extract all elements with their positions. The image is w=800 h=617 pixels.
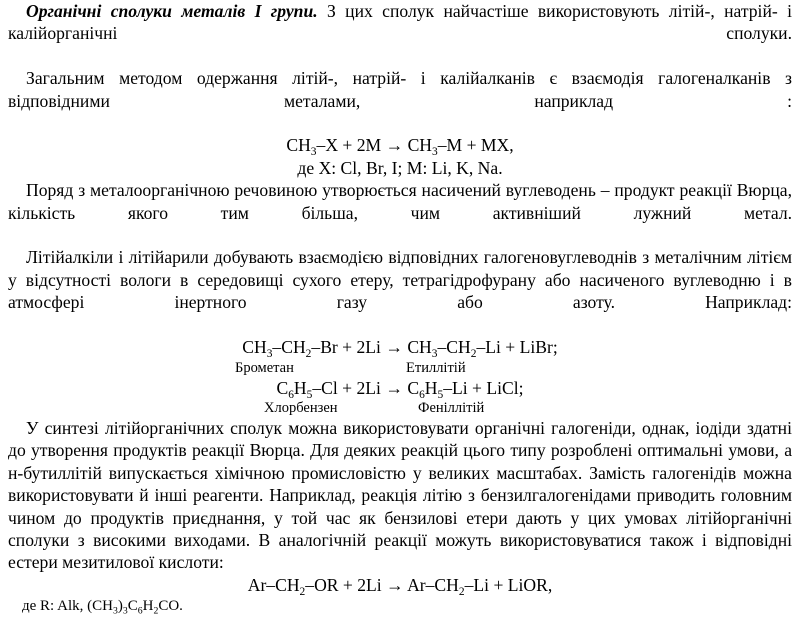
equation-2: $CH_3-CH_2-Br + 2Li \to CH_3-CH_2-Li$ + LiBr;: [242, 337, 558, 361]
paragraph-intro-text: З цих сполук найчастіше використовують літій-, натрій- і калійорганічні сполуки.: [8, 1, 792, 44]
label-chlorobenzene: Хлорбензен: [264, 399, 338, 416]
paragraph-synthesis: У синтезі літійорганічних сполук можна використовувати органічні галогеніди, однак, іодіди здатні до утворення продуктів реакції Вюрца. Для деяких реакцій цього типу розроблені оптимальні умови, а н-бутиллітій випускається хімічною промисловістю у великих масштабах. Замість галогенідів можна використовувати й інші реагенти. Наприклад, реакція літію з бензилгалогенідами приводить головним чином до продуктів приєднання, у той час як бензилові етери дають у цих умовах літійорганічні сполуки з високими виходами. В аналогічній реакції можуть використовуватися також і відповідні естери мезитилової кислоти:: [8, 417, 792, 573]
label-brometan: Брометан: [235, 359, 294, 376]
section-heading: Органічні сполуки металів I групи.: [26, 1, 318, 21]
paragraph-intro: [8, 0, 792, 67]
document-page: [8, 0, 792, 616]
equation-1-where: де X: Cl, Br, I; M: Li, K, Na.: [297, 157, 503, 178]
equation-3: $C_6H_5-Cl + 2Li \to C_6H_5-Li$ + LiCl;: [276, 377, 524, 401]
label-phenyllithium: Феніллітій: [418, 399, 485, 416]
label-etyllitii: Етиллітій: [406, 359, 466, 376]
equation-4: $Ar-CH_2-OR + 2Li \to Ar-CH_2-Li$ + LiOR,: [247, 574, 553, 598]
paragraph-method: Загальним методом одержання літій-, натрій- і калійалканів є взаємодія галогеналканів з відповідними металами, наприклад :: [8, 68, 792, 111]
equation-3-labels: [8, 399, 792, 417]
equation-2-labels: [8, 359, 792, 377]
paragraph-lithium-alkyls: Літійалкіли і літійарили добувають взаємодією відповідних галогеновуглеводнів з металічним літієм у відсутності вологи в середовищі сухого етеру, тетрагідрофурану або насиченого вуглеводню і в атмосфері інертного газу або азоту. Наприклад:: [8, 247, 792, 313]
paragraph-wurtz: Поряд з металоорганічною речовиною утворюється насичений вуглеводень – продукт реакції Вюрца, кількість якого тим більша, чим активніший лужний метал.: [8, 180, 792, 223]
equation-4-where: де R: Alk, $(CH_3)_3C_6H_2CO$.: [22, 598, 183, 617]
equation-1: $CH_3-X + 2M \to CH_3-M$ + MX,: [286, 135, 514, 159]
